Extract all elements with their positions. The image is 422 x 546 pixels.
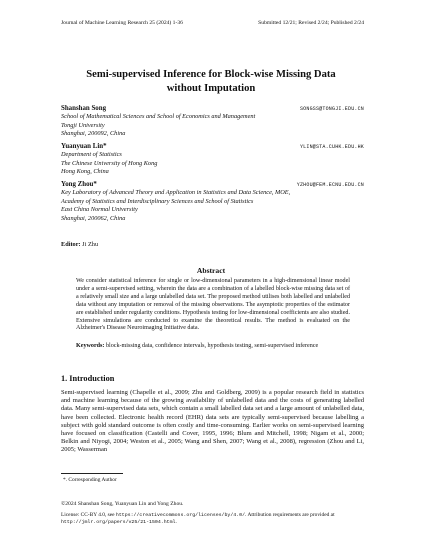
author-email[interactable]: SONGSS@TONGJI.EDU.CN [299, 106, 364, 112]
title-line-1: Semi-supervised Inference for Block-wise Missing Data [86, 69, 336, 80]
author-affiliation-line: Tongji University [61, 121, 105, 129]
section-heading: 1. Introduction [61, 374, 115, 383]
keywords-label: Keywords: [76, 343, 105, 349]
section-body: Semi-supervised learning (Chapelle et al., 2009; Zhu and Goldberg, 2009) is a popular research field in statistics and machine learning because of the growing availability of unlabelled data and the costs of generating labelled data. Many semi-supervised data sets, which contain a small labelled data set and a large amount of unlabelled data, have been collected. Electronic health record (EHR) data sets are typically semi-supervised because labelling a subject with gold standard outcome is often costly and time-consuming. Earlier works on semi-supervised learning have focused on classification (Castelli and Cover, 1995, 1996; Blum and Mitchell, 1998; Nigam et al., 2000; Belkin and Niyogi, 2004; Weston et al., 2005; Wang and Shen, 2007; Wang et al., 2008), regression (Zhou and Li, 2005; Wasserman [61, 389, 364, 454]
keywords [76, 343, 350, 351]
author-affiliation-line: School of Mathematical Sciences and School of Economics and Management [61, 113, 256, 121]
paper-url-link[interactable]: http://jmlr.org/papers/v25/21-1504.html [61, 520, 176, 525]
author-affiliation-line: East China Normal University [61, 206, 138, 214]
keywords-text: block-missing data, confidence intervals, hypothesis testing, semi-supervised inference [105, 343, 319, 349]
author-block-2 [61, 143, 364, 177]
abstract-text: We consider statistical inference for single or low-dimensional parameters in a high-dimensional linear model under a semi-supervised setting, wherein the data are a combination of a labelled block-wise missing data set of a relatively small size and a large unlabelled data set. The proposed method utilises both labelled and unlabelled data without any imputation or removal of the missing observations. The asymptotic properties of the estimator are established under regularity conditions. Hypothesis testing for low-dimensional coefficients are also studied. Extensive simulations are conducted to examine the theoretical results. The method is evaluated on the Alzheimer's Disease Neuroimaging Initiative data. [76, 278, 350, 332]
author-affiliation-line: The Chinese University of Hong Kong [61, 159, 158, 167]
title-line-2: without Imputation [166, 83, 256, 94]
running-header [61, 20, 364, 26]
editor-line [61, 241, 98, 248]
license-middle: . Attribution requirements are provided at [245, 512, 335, 518]
author-name: Shanshan Song [61, 105, 107, 112]
editor-label: Editor: [61, 241, 81, 248]
author-affiliation-line: Shanghai, 200062, China [61, 214, 126, 222]
license-suffix: . [175, 519, 177, 525]
submission-dates: Submitted 12/21; Revised 2/24; Published 2/24 [258, 20, 364, 26]
author-block-3 [61, 181, 364, 223]
author-name: Yong Zhou* [61, 181, 97, 188]
footnote-rule [61, 473, 123, 474]
license-prefix: License: CC-BY 4.0, see [61, 512, 115, 518]
editor-name: Ji Zhu [82, 241, 99, 248]
author-affiliation-line: Shanghai, 200092, China [61, 130, 126, 138]
license-text [61, 512, 364, 526]
paper-title [40, 68, 382, 96]
copyright-line: ©2024 Shanshan Song, Yuanyuan Lin and Yong Zhou. [61, 501, 184, 507]
author-block-1 [61, 105, 364, 139]
author-affiliation-line: Academy of Statistics and Interdisciplinary Sciences and School of Statistics [61, 197, 254, 205]
license-url-link[interactable]: https://creativecommons.org/licenses/by/4.0/ [115, 513, 246, 518]
author-affiliation-line: Hong Kong, China [61, 168, 109, 176]
author-email[interactable]: YLIN@STA.CUHK.EDU.HK [299, 144, 364, 150]
author-email[interactable]: YZHOU@FEM.ECNU.EDU.CN [296, 182, 364, 188]
journal-citation: Journal of Machine Learning Research 25 (2024) 1-36 [61, 20, 183, 26]
author-name: Yuanyuan Lin* [61, 143, 107, 150]
author-affiliation-line: Key Laboratory of Advanced Theory and Application in Statistics and Data Science, MOE, [61, 189, 291, 197]
abstract-heading: Abstract [196, 266, 226, 275]
author-affiliation-line: Department of Statistics [61, 151, 122, 159]
footnote: *. Corresponding Author [63, 477, 117, 483]
